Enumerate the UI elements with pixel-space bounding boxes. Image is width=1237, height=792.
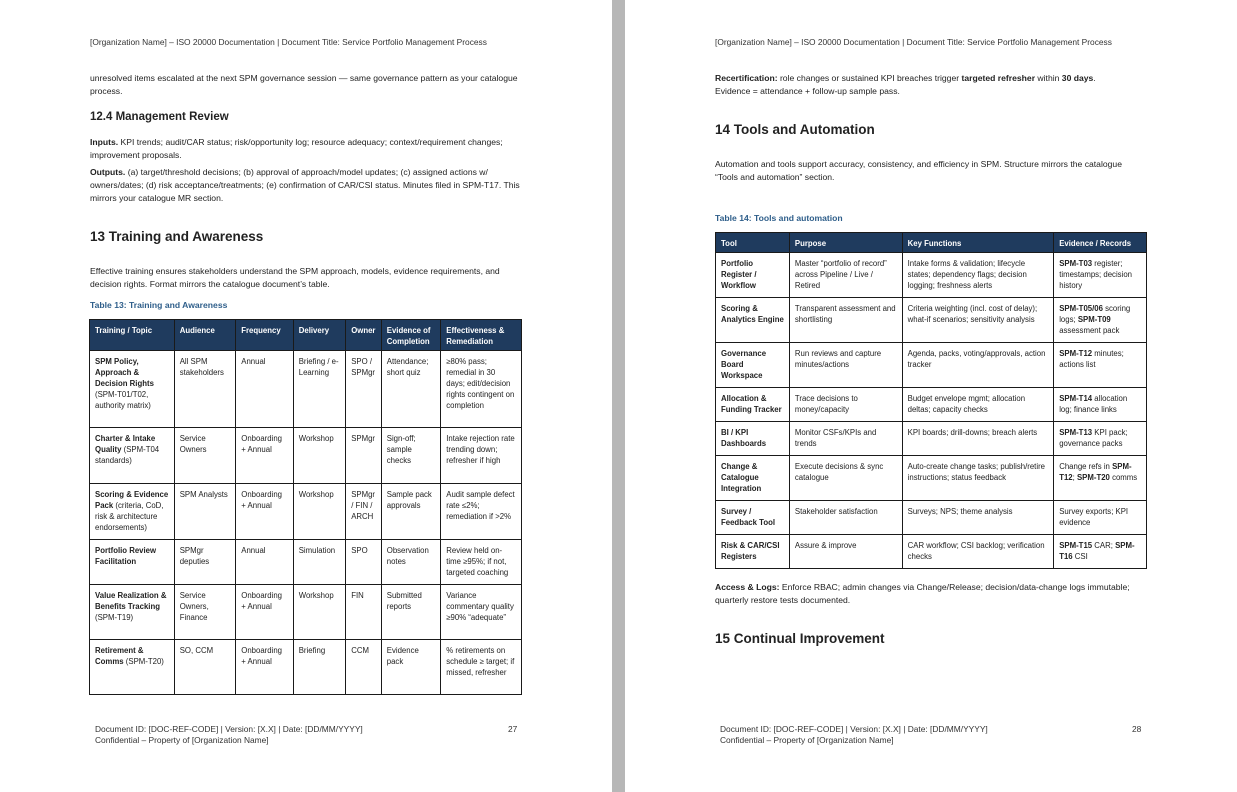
table-row — [716, 456, 1147, 501]
outputs-label: Outputs. — [90, 167, 126, 177]
cell-evidence: SPM-T03 register; timestamps; decision history — [1054, 253, 1147, 298]
table-row — [90, 640, 522, 695]
cell-purpose: Monitor CSFs/KPIs and trends — [789, 422, 902, 456]
cell-owner: SPMgr — [346, 428, 382, 484]
footer-confidential: Confidential – Property of [Organization Name] — [95, 735, 269, 745]
section-13-paragraph: Effective training ensures stakeholders understand the SPM approach, models, evidence requirements, and decision rights. Format mirrors the catalogue document’s table. — [90, 266, 500, 289]
cell-audience: SPM Analysts — [174, 484, 236, 540]
section-15-heading: 15 Continual Improvement — [715, 631, 885, 646]
cell-delivery: Workshop — [293, 585, 345, 640]
cell-tool: Governance Board Workspace — [716, 343, 790, 388]
table-row — [90, 428, 522, 484]
section-14-heading: 14 Tools and Automation — [715, 122, 875, 137]
cell-purpose: Trace decisions to money/capacity — [789, 388, 902, 422]
cell-functions: Agenda, packs, voting/approvals, action tracker — [902, 343, 1054, 388]
cell-tool: BI / KPI Dashboards — [716, 422, 790, 456]
cell-evidence: SPM-T15 CAR; SPM-T16 CSI — [1054, 535, 1147, 569]
table-row — [716, 535, 1147, 569]
page-number: 28 — [1132, 724, 1142, 734]
table-row — [90, 351, 522, 428]
col-header-audience: Audience — [174, 320, 236, 351]
cell-tool: Portfolio Register / Workflow — [716, 253, 790, 298]
cell-topic: Portfolio Review Facilitation — [90, 540, 175, 585]
cell-topic: Retirement & Comms (SPM-T20) — [90, 640, 175, 695]
cell-topic: SPM Policy, Approach & Decision Rights (SPM-T01/T02, authority matrix) — [90, 351, 175, 428]
cell-evidence: Survey exports; KPI evidence — [1054, 501, 1147, 535]
table-row — [716, 422, 1147, 456]
tools-table — [715, 232, 1147, 569]
cell-frequency: Onboarding + Annual — [236, 640, 293, 695]
cell-functions: Auto-create change tasks; publish/retire instructions; status feedback — [902, 456, 1054, 501]
cell-evidence: Sign-off; sample checks — [381, 428, 441, 484]
cell-purpose: Transparent assessment and shortlisting — [789, 298, 902, 343]
cell-delivery: Workshop — [293, 484, 345, 540]
table-row — [716, 298, 1147, 343]
footer-doc-info: Document ID: [DOC-REF-CODE] | Version: [X.X] | Date: [DD/MM/YYYY] — [720, 724, 988, 734]
table-row — [90, 585, 522, 640]
col-header-tool: Tool — [716, 233, 790, 253]
cell-delivery: Briefing / e-Learning — [293, 351, 345, 428]
cell-functions: Budget envelope mgmt; allocation deltas; capacity checks — [902, 388, 1054, 422]
page-number: 27 — [508, 724, 518, 734]
cell-audience: Service Owners, Finance — [174, 585, 236, 640]
training-table — [89, 319, 522, 695]
cell-purpose: Master “portfolio of record” across Pipeline / Live / Retired — [789, 253, 902, 298]
cell-frequency: Onboarding + Annual — [236, 585, 293, 640]
cell-audience: Service Owners — [174, 428, 236, 484]
cell-effectiveness: Review held on-time ≥95%; if not, targeted coaching — [441, 540, 522, 585]
cell-functions: Criteria weighting (incl. cost of delay); what-if scenarios; sensitivity analysis — [902, 298, 1054, 343]
cell-evidence: Change refs in SPM-T12; SPM-T20 comms — [1054, 456, 1147, 501]
cell-delivery: Briefing — [293, 640, 345, 695]
recertification-paragraph: Recertification: role changes or sustained KPI breaches trigger targeted refresher within 30 days. Evidence = attendance + follow-up sample pass. — [715, 73, 1096, 96]
cell-audience: SO, CCM — [174, 640, 236, 695]
footer-confidential: Confidential – Property of [Organization Name] — [720, 735, 894, 745]
cell-topic: Value Realization & Benefits Tracking (SPM-T19) — [90, 585, 175, 640]
cell-evidence: Sample pack approvals — [381, 484, 441, 540]
cell-effectiveness: Variance commentary quality ≥90% “adequate” — [441, 585, 522, 640]
cell-purpose: Run reviews and capture minutes/actions — [789, 343, 902, 388]
table-row — [90, 540, 522, 585]
cell-frequency: Onboarding + Annual — [236, 428, 293, 484]
cell-tool: Survey / Feedback Tool — [716, 501, 790, 535]
cell-effectiveness: Intake rejection rate trending down; refresher if high — [441, 428, 522, 484]
cell-evidence: Attendance; short quiz — [381, 351, 441, 428]
cell-evidence: SPM-T05/06 scoring logs; SPM-T09 assessment pack — [1054, 298, 1147, 343]
cell-tool: Change & Catalogue Integration — [716, 456, 790, 501]
col-header-topic: Training / Topic — [90, 320, 175, 351]
cell-tool: Risk & CAR/CSI Registers — [716, 535, 790, 569]
cell-tool: Allocation & Funding Tracker — [716, 388, 790, 422]
outputs-paragraph — [90, 166, 520, 205]
col-header-owner: Owner — [346, 320, 382, 351]
cell-purpose: Stakeholder satisfaction — [789, 501, 902, 535]
cell-functions: Intake forms & validation; lifecycle states; dependency flags; decision logging; freshness alerts — [902, 253, 1054, 298]
inputs-text: KPI trends; audit/CAR status; risk/opportunity log; resource adequacy; context/requirement changes; improvement proposals. — [90, 137, 503, 160]
access-logs-paragraph: Access & Logs: Enforce RBAC; admin changes via Change/Release; decision/data-change logs immutable; quarterly restore tests documented. — [715, 582, 1130, 605]
cell-effectiveness: Audit sample defect rate ≤2%; remediation if >2% — [441, 484, 522, 540]
col-header-evidence: Evidence of Completion — [381, 320, 441, 351]
section-14-paragraph: Automation and tools support accuracy, consistency, and efficiency in SPM. Structure mirrors the catalogue “Tools and automation” section. — [715, 159, 1122, 182]
cell-owner: CCM — [346, 640, 382, 695]
page-header: [Organization Name] – ISO 20000 Documentation | Document Title: Service Portfolio Management Process — [90, 37, 487, 47]
cell-evidence: SPM-T14 allocation log; finance links — [1054, 388, 1147, 422]
cell-frequency: Annual — [236, 351, 293, 428]
cell-evidence: SPM-T13 KPI pack; governance packs — [1054, 422, 1147, 456]
cell-frequency: Onboarding + Annual — [236, 484, 293, 540]
section-13-heading: 13 Training and Awareness — [90, 229, 264, 244]
cell-owner: SPMgr / FIN / ARCH — [346, 484, 382, 540]
cell-purpose: Assure & improve — [789, 535, 902, 569]
cell-effectiveness: % retirements on schedule ≥ target; if missed, refresher — [441, 640, 522, 695]
cell-tool: Scoring & Analytics Engine — [716, 298, 790, 343]
cell-audience: All SPM stakeholders — [174, 351, 236, 428]
page-header: [Organization Name] – ISO 20000 Documentation | Document Title: Service Portfolio Management Process — [715, 37, 1112, 47]
document-page-27 — [0, 0, 612, 792]
cell-effectiveness: ≥80% pass; remedial in 30 days; edit/decision rights contingent on completion — [441, 351, 522, 428]
col-header-effectiveness: Effectiveness & Remediation — [441, 320, 522, 351]
cell-evidence: SPM-T12 minutes; actions list — [1054, 343, 1147, 388]
cell-evidence: Submitted reports — [381, 585, 441, 640]
cell-owner: FIN — [346, 585, 382, 640]
outputs-text: (a) target/threshold decisions; (b) approval of approach/model updates; (c) assigned actions w/ owners/dates; (d) risk acceptance/treatments; (e) confirmation of CAR/CSI status. Minutes filed in SPM-T17. This mirrors your catalogue MR section. — [90, 167, 520, 203]
cell-functions: CAR workflow; CSI backlog; verification checks — [902, 535, 1054, 569]
cell-audience: SPMgr deputies — [174, 540, 236, 585]
cell-delivery: Workshop — [293, 428, 345, 484]
section-12-4-heading: 12.4 Management Review — [90, 111, 229, 123]
inputs-label: Inputs. — [90, 137, 119, 147]
table-13-caption: Table 13: Training and Awareness — [90, 300, 228, 310]
cell-functions: Surveys; NPS; theme analysis — [902, 501, 1054, 535]
table-row — [716, 343, 1147, 388]
col-header-frequency: Frequency — [236, 320, 293, 351]
footer-doc-info: Document ID: [DOC-REF-CODE] | Version: [X.X] | Date: [DD/MM/YYYY] — [95, 724, 363, 734]
document-page-28 — [625, 0, 1237, 792]
cell-owner: SPO / SPMgr — [346, 351, 382, 428]
cell-delivery: Simulation — [293, 540, 345, 585]
cell-topic: Scoring & Evidence Pack (criteria, CoD, risk & architecture endorsements) — [90, 484, 175, 540]
table-row — [716, 388, 1147, 422]
cell-frequency: Annual — [236, 540, 293, 585]
col-header-purpose: Purpose — [789, 233, 902, 253]
col-header-key-functions: Key Functions — [902, 233, 1054, 253]
cell-purpose: Execute decisions & sync catalogue — [789, 456, 902, 501]
inputs-paragraph — [90, 136, 520, 162]
table-row — [90, 484, 522, 540]
table-row — [716, 501, 1147, 535]
cell-evidence: Observation notes — [381, 540, 441, 585]
col-header-delivery: Delivery — [293, 320, 345, 351]
cell-evidence: Evidence pack — [381, 640, 441, 695]
cell-owner: SPO — [346, 540, 382, 585]
table-14-caption: Table 14: Tools and automation — [715, 213, 843, 223]
table-header-row — [716, 233, 1147, 253]
intro-paragraph: unresolved items escalated at the next SPM governance session — same governance pattern as your catalogue process. — [90, 73, 518, 96]
col-header-evidence-records: Evidence / Records — [1054, 233, 1147, 253]
cell-functions: KPI boards; drill-downs; breach alerts — [902, 422, 1054, 456]
table-header-row — [90, 320, 522, 351]
cell-topic: Charter & Intake Quality (SPM-T04 standards) — [90, 428, 175, 484]
table-row — [716, 253, 1147, 298]
